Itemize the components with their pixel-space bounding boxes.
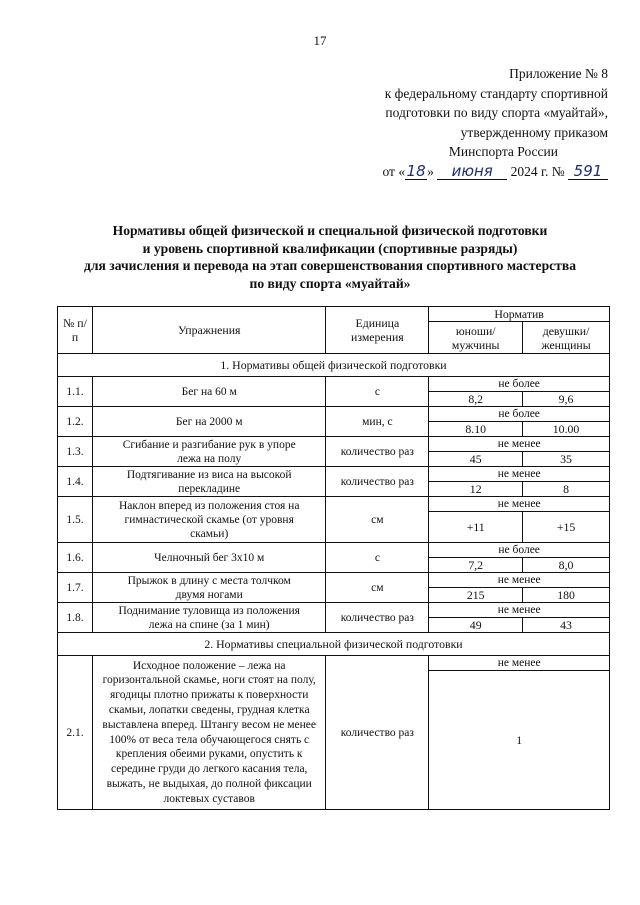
row-value-boys: 45 bbox=[429, 452, 523, 467]
row-value-girls: +15 bbox=[523, 512, 610, 543]
title-line-2: и уровень спортивной квалификации (спортивные разряды) bbox=[142, 240, 518, 256]
section-row bbox=[58, 354, 610, 377]
header-exercise: Упражнения bbox=[92, 307, 326, 354]
row-exercise: Подтягивание из виса на высокой перекладине bbox=[92, 467, 326, 497]
row-number: 1.5. bbox=[58, 497, 93, 543]
row-exercise: Бег на 2000 м bbox=[92, 407, 326, 437]
date-year: 2024 г. № bbox=[510, 163, 565, 179]
row-exercise: Сгибание и разгибание рук в упоре лежа на полу bbox=[92, 437, 326, 467]
row-value-girls: 180 bbox=[523, 588, 610, 603]
row-number: 1.8. bbox=[58, 603, 93, 633]
appendix-line-4: утвержденному приказом bbox=[460, 124, 608, 140]
table-row bbox=[58, 573, 610, 588]
norms-table bbox=[57, 306, 610, 810]
row-value-boys: +11 bbox=[429, 512, 523, 543]
appendix-header bbox=[308, 64, 608, 181]
row-number: 1.7. bbox=[58, 573, 93, 603]
row-condition: не более bbox=[429, 377, 610, 392]
row-exercise: Исходное положение – лежа на горизонтальной скамье, ноги стоят на полу, ягодицы плотно прижаты к поверхности скамьи, лопатки сведены, грудная клетка выставлена вперед. Штангу весом не менее 100% от веса тела обучающегося снять с крепления обеими руками, опустить к середине груди до легкого касания тела, выжать, не выдыхая, до полной фиксации локтевых суставов bbox=[92, 656, 326, 810]
row-condition: не менее bbox=[429, 573, 610, 588]
row-number: 1.6. bbox=[58, 543, 93, 573]
row-number: 1.4. bbox=[58, 467, 93, 497]
row-unit: количество раз bbox=[326, 656, 429, 810]
appendix-line-3: подготовки по виду спорта «муайтай», bbox=[385, 105, 608, 120]
date-month: июня bbox=[437, 164, 507, 180]
appendix-date-line bbox=[308, 162, 608, 182]
row-condition: не более bbox=[429, 543, 610, 558]
table-row bbox=[58, 543, 610, 558]
row-value-girls: 35 bbox=[523, 452, 610, 467]
header-num: № п/п bbox=[58, 307, 93, 354]
row-condition: не более bbox=[429, 407, 610, 422]
row-number: 2.1. bbox=[58, 656, 93, 810]
header-boys: юноши/ мужчины bbox=[429, 322, 523, 354]
row-unit: количество раз bbox=[326, 437, 429, 467]
title-line-1: Нормативы общей физической и специальной физической подготовки bbox=[112, 223, 548, 238]
appendix-line-5: Минспорта России bbox=[448, 144, 558, 159]
row-value: 1 bbox=[429, 671, 610, 810]
row-value-girls: 8,0 bbox=[523, 558, 610, 573]
row-exercise: Наклон вперед из положения стоя на гимнастической скамье (от уровня скамьи) bbox=[92, 497, 326, 543]
header-row-1 bbox=[58, 307, 610, 322]
date-prefix: от « bbox=[382, 163, 406, 179]
row-unit: с bbox=[326, 543, 429, 573]
table-row bbox=[58, 467, 610, 482]
row-unit: с bbox=[326, 377, 429, 407]
row-condition: не менее bbox=[429, 656, 610, 671]
row-value-girls: 43 bbox=[523, 618, 610, 633]
row-number: 1.3. bbox=[58, 437, 93, 467]
header-unit: Единица измерения bbox=[326, 307, 429, 354]
table-row bbox=[58, 656, 610, 671]
header-girls: девушки/ женщины bbox=[523, 322, 610, 354]
title-line-4: по виду спорта «муайтай» bbox=[249, 275, 411, 291]
header-norm: Норматив bbox=[429, 307, 610, 322]
row-value-boys: 49 bbox=[429, 618, 523, 633]
title-line-3: для зачисления и перевода на этап совершенствования спортивного мастерства bbox=[83, 258, 576, 273]
section-row bbox=[58, 633, 610, 656]
appendix-line-2: к федеральному стандарту спортивной bbox=[384, 85, 608, 101]
row-condition: не менее bbox=[429, 603, 610, 618]
row-condition: не менее bbox=[429, 497, 610, 512]
row-unit: мин, с bbox=[326, 407, 429, 437]
document-title bbox=[40, 222, 620, 292]
page-number: 17 bbox=[313, 33, 327, 48]
row-value-girls: 9,6 bbox=[523, 392, 610, 407]
row-value-boys: 215 bbox=[429, 588, 523, 603]
row-exercise: Бег на 60 м bbox=[92, 377, 326, 407]
row-number: 1.2. bbox=[58, 407, 93, 437]
row-value-boys: 12 bbox=[429, 482, 523, 497]
row-exercise: Челночный бег 3х10 м bbox=[92, 543, 326, 573]
row-unit: см bbox=[326, 573, 429, 603]
table-row bbox=[58, 377, 610, 392]
section-2-heading: 2. Нормативы специальной физической подготовки bbox=[58, 633, 610, 656]
row-value-boys: 8,2 bbox=[429, 392, 523, 407]
date-mid: » bbox=[427, 163, 434, 179]
section-1-heading: 1. Нормативы общей физической подготовки bbox=[58, 354, 610, 377]
table-row bbox=[58, 497, 610, 512]
row-unit: см bbox=[326, 497, 429, 543]
table-row bbox=[58, 437, 610, 452]
row-exercise: Поднимание туловища из положения лежа на спине (за 1 мин) bbox=[92, 603, 326, 633]
order-number: 591 bbox=[568, 164, 608, 180]
row-unit: количество раз bbox=[326, 467, 429, 497]
row-value-boys: 7,2 bbox=[429, 558, 523, 573]
row-value-boys: 8.10 bbox=[429, 422, 523, 437]
row-condition: не менее bbox=[429, 467, 610, 482]
row-exercise: Прыжок в длину с места толчком двумя ногами bbox=[92, 573, 326, 603]
table-row bbox=[58, 603, 610, 618]
table-row bbox=[58, 407, 610, 422]
row-value-girls: 8 bbox=[523, 482, 610, 497]
row-value-girls: 10.00 bbox=[523, 422, 610, 437]
row-condition: не менее bbox=[429, 437, 610, 452]
date-day: 18 bbox=[406, 161, 426, 180]
row-number: 1.1. bbox=[58, 377, 93, 407]
appendix-line-1: Приложение № 8 bbox=[509, 66, 608, 81]
rows-body bbox=[58, 377, 610, 633]
row-unit: количество раз bbox=[326, 603, 429, 633]
